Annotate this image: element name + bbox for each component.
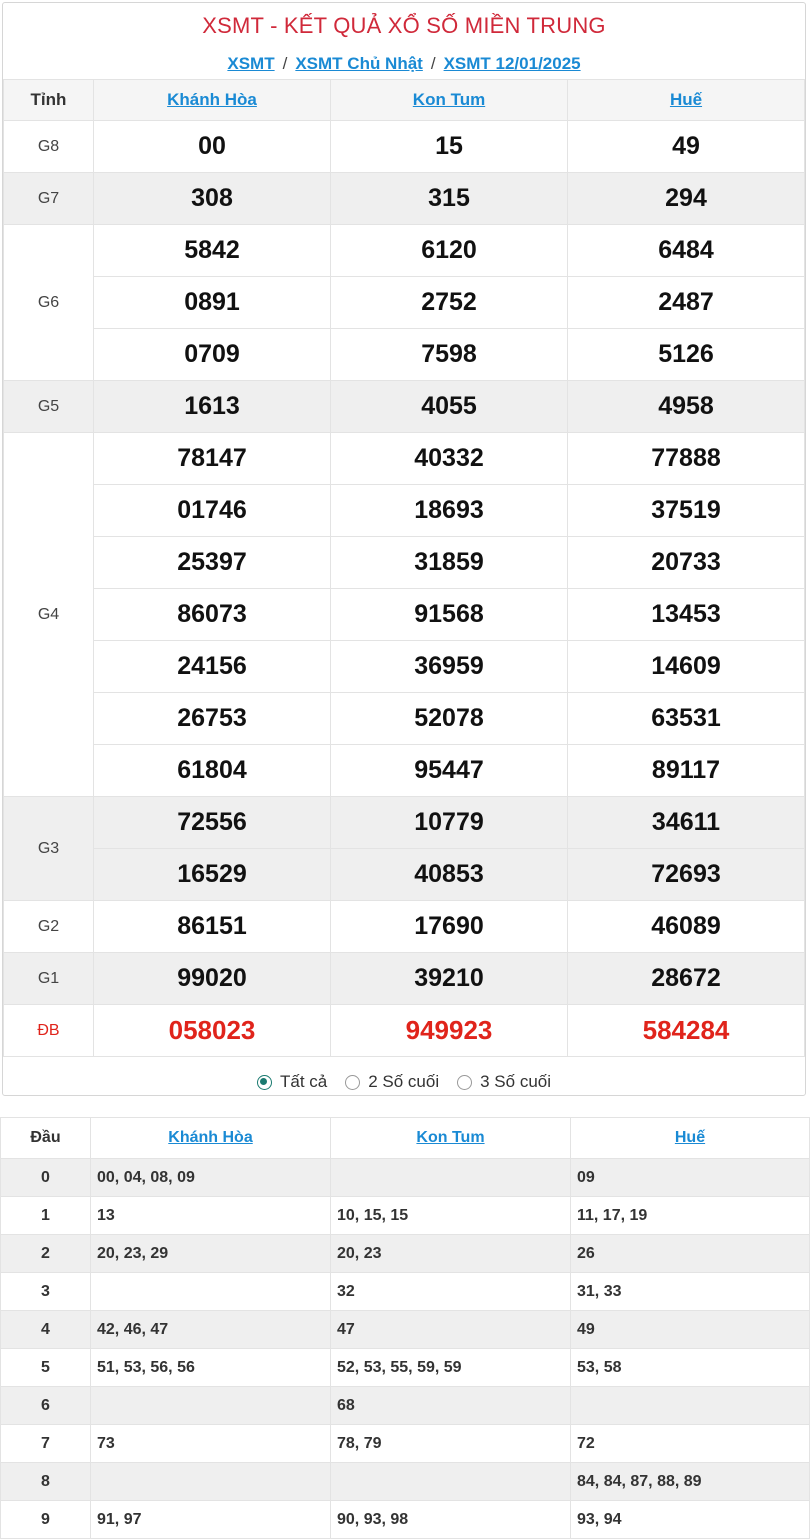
province-header (94, 80, 331, 121)
loto-values: 10, 15, 15 (331, 1197, 571, 1235)
loto-values: 20, 23 (331, 1235, 571, 1273)
loto-values: 09 (571, 1159, 810, 1197)
prize-row (4, 745, 805, 797)
prize-row (4, 329, 805, 381)
prize-number: 52078 (331, 693, 568, 745)
prize-label: G2 (4, 901, 94, 953)
loto-values: 42, 46, 47 (91, 1311, 331, 1349)
results-body (4, 121, 805, 1057)
loto-row (1, 1273, 810, 1311)
prize-number: 40332 (331, 433, 568, 485)
prize-number: 86073 (94, 589, 331, 641)
breadcrumb-xsmt-date[interactable]: XSMT 12/01/2025 (443, 54, 581, 73)
province-column-label: Tỉnh (4, 80, 94, 121)
prize-number: 0709 (94, 329, 331, 381)
loto-values: 00, 04, 08, 09 (91, 1159, 331, 1197)
prize-number: 17690 (331, 901, 568, 953)
prize-number: 86151 (94, 901, 331, 953)
prize-number: 40853 (331, 849, 568, 901)
loto-row (1, 1311, 810, 1349)
prize-label: G3 (4, 797, 94, 901)
dau-digit: 6 (1, 1387, 91, 1425)
filter-option[interactable] (257, 1072, 327, 1092)
prize-number: 13453 (568, 589, 805, 641)
loto-values: 68 (331, 1387, 571, 1425)
digit-filter (3, 1057, 805, 1096)
loto-values (91, 1387, 331, 1425)
loto-values: 32 (331, 1273, 571, 1311)
prize-number: 20733 (568, 537, 805, 589)
breadcrumb-xsmt[interactable]: XSMT (227, 54, 275, 73)
loto-values: 78, 79 (331, 1425, 571, 1463)
dau-digit: 8 (1, 1463, 91, 1501)
prize-number: 63531 (568, 693, 805, 745)
prize-label: G4 (4, 433, 94, 797)
loto-row (1, 1463, 810, 1501)
loto-values: 53, 58 (571, 1349, 810, 1387)
loto-values: 90, 93, 98 (331, 1501, 571, 1539)
radio-icon[interactable] (457, 1075, 472, 1090)
prize-number: 25397 (94, 537, 331, 589)
prize-row (4, 381, 805, 433)
prize-number: 1613 (94, 381, 331, 433)
breadcrumb-separator: / (282, 54, 288, 73)
prize-number: 72556 (94, 797, 331, 849)
prize-number: 584284 (568, 1005, 805, 1057)
prize-number: 95447 (331, 745, 568, 797)
prize-row (4, 641, 805, 693)
dau-column-label: Đầu (1, 1118, 91, 1159)
prize-number: 18693 (331, 485, 568, 537)
prize-number: 2752 (331, 277, 568, 329)
breadcrumb (3, 49, 805, 79)
prize-number: 4055 (331, 381, 568, 433)
prize-number: 39210 (331, 953, 568, 1005)
loto-row (1, 1159, 810, 1197)
loto-values: 20, 23, 29 (91, 1235, 331, 1273)
breadcrumb-xsmt-chu-nhat[interactable]: XSMT Chủ Nhật (295, 54, 423, 73)
loto-values: 91, 97 (91, 1501, 331, 1539)
prize-number: 5126 (568, 329, 805, 381)
prize-number: 14609 (568, 641, 805, 693)
prize-row (4, 537, 805, 589)
filter-option[interactable] (457, 1072, 551, 1092)
dau-digit: 0 (1, 1159, 91, 1197)
loto-header-row (1, 1118, 810, 1159)
breadcrumb-separator: / (430, 54, 436, 73)
prize-label: G1 (4, 953, 94, 1005)
prize-row (4, 277, 805, 329)
dau-digit: 1 (1, 1197, 91, 1235)
province-header (571, 1118, 810, 1159)
prize-row (4, 225, 805, 277)
province-header (331, 1118, 571, 1159)
prize-label: G5 (4, 381, 94, 433)
radio-icon[interactable] (257, 1075, 272, 1090)
province-link-hue[interactable]: Huế (669, 90, 703, 109)
dau-digit: 7 (1, 1425, 91, 1463)
prize-row (4, 693, 805, 745)
loto-link-kon-tum[interactable]: Kon Tum (416, 1129, 485, 1146)
dau-digit: 2 (1, 1235, 91, 1273)
filter-option-label: 2 Số cuối (368, 1072, 440, 1091)
prize-label: G8 (4, 121, 94, 173)
prize-row (4, 121, 805, 173)
prize-number: 16529 (94, 849, 331, 901)
prize-row (4, 173, 805, 225)
prize-number: 31859 (331, 537, 568, 589)
loto-values: 47 (331, 1311, 571, 1349)
prize-number: 6484 (568, 225, 805, 277)
province-header (91, 1118, 331, 1159)
prize-number: 89117 (568, 745, 805, 797)
prize-number: 01746 (94, 485, 331, 537)
loto-values: 93, 94 (571, 1501, 810, 1539)
prize-number: 91568 (331, 589, 568, 641)
prize-number: 315 (331, 173, 568, 225)
prize-number: 4958 (568, 381, 805, 433)
prize-number: 36959 (331, 641, 568, 693)
loto-values (91, 1463, 331, 1501)
prize-row (4, 485, 805, 537)
loto-values: 51, 53, 56, 56 (91, 1349, 331, 1387)
prize-number: 46089 (568, 901, 805, 953)
results-table (3, 79, 805, 1057)
loto-link-hue[interactable]: Huế (674, 1129, 706, 1146)
loto-table (0, 1117, 810, 1539)
loto-values: 84, 84, 87, 88, 89 (571, 1463, 810, 1501)
prize-number: 61804 (94, 745, 331, 797)
prize-number: 24156 (94, 641, 331, 693)
loto-row (1, 1501, 810, 1539)
prize-number: 78147 (94, 433, 331, 485)
prize-number: 2487 (568, 277, 805, 329)
prize-row (4, 797, 805, 849)
prize-row (4, 849, 805, 901)
prize-number: 15 (331, 121, 568, 173)
province-link-khanh-hoa[interactable]: Khánh Hòa (167, 90, 257, 109)
loto-row (1, 1197, 810, 1235)
loto-values: 31, 33 (571, 1273, 810, 1311)
dau-digit: 5 (1, 1349, 91, 1387)
loto-values: 73 (91, 1425, 331, 1463)
results-card (2, 2, 806, 1096)
filter-option-label: Tất cả (279, 1072, 328, 1091)
prize-number: 26753 (94, 693, 331, 745)
province-header (568, 80, 805, 121)
prize-row (4, 953, 805, 1005)
loto-row (1, 1387, 810, 1425)
prize-number: 72693 (568, 849, 805, 901)
results-header-row (4, 80, 805, 121)
loto-values (571, 1387, 810, 1425)
filter-option[interactable] (345, 1072, 439, 1092)
prize-number: 949923 (331, 1005, 568, 1057)
prize-number: 34611 (568, 797, 805, 849)
loto-row (1, 1349, 810, 1387)
loto-values: 11, 17, 19 (571, 1197, 810, 1235)
province-link-kon-tum[interactable]: Kon Tum (412, 90, 486, 109)
prize-row (4, 589, 805, 641)
dau-digit: 3 (1, 1273, 91, 1311)
dau-digit: 4 (1, 1311, 91, 1349)
prize-number: 28672 (568, 953, 805, 1005)
prize-label: G6 (4, 225, 94, 381)
loto-values: 26 (571, 1235, 810, 1273)
loto-values (331, 1463, 571, 1501)
province-header (331, 80, 568, 121)
prize-number: 49 (568, 121, 805, 173)
dau-digit: 9 (1, 1501, 91, 1539)
prize-label: G7 (4, 173, 94, 225)
prize-number: 6120 (331, 225, 568, 277)
loto-link-khanh-hoa[interactable]: Khánh Hòa (168, 1129, 253, 1146)
loto-row (1, 1425, 810, 1463)
prize-number: 308 (94, 173, 331, 225)
prize-number: 7598 (331, 329, 568, 381)
prize-row (4, 433, 805, 485)
prize-number: 294 (568, 173, 805, 225)
page-title: XSMT - KẾT QUẢ XỔ SỐ MIỀN TRUNG (202, 13, 606, 38)
prize-number: 99020 (94, 953, 331, 1005)
prize-number: 058023 (94, 1005, 331, 1057)
prize-row (4, 1005, 805, 1057)
loto-values: 13 (91, 1197, 331, 1235)
loto-values (91, 1273, 331, 1311)
loto-values (331, 1159, 571, 1197)
prize-number: 10779 (331, 797, 568, 849)
prize-number: 5842 (94, 225, 331, 277)
loto-values: 52, 53, 55, 59, 59 (331, 1349, 571, 1387)
loto-values: 72 (571, 1425, 810, 1463)
prize-label: ĐB (4, 1005, 94, 1057)
prize-number: 37519 (568, 485, 805, 537)
prize-number: 77888 (568, 433, 805, 485)
prize-number: 00 (94, 121, 331, 173)
loto-body (1, 1159, 810, 1539)
loto-row (1, 1235, 810, 1273)
loto-values: 49 (571, 1311, 810, 1349)
prize-number: 0891 (94, 277, 331, 329)
radio-icon[interactable] (345, 1075, 360, 1090)
prize-row (4, 901, 805, 953)
filter-option-label: 3 Số cuối (480, 1072, 552, 1091)
